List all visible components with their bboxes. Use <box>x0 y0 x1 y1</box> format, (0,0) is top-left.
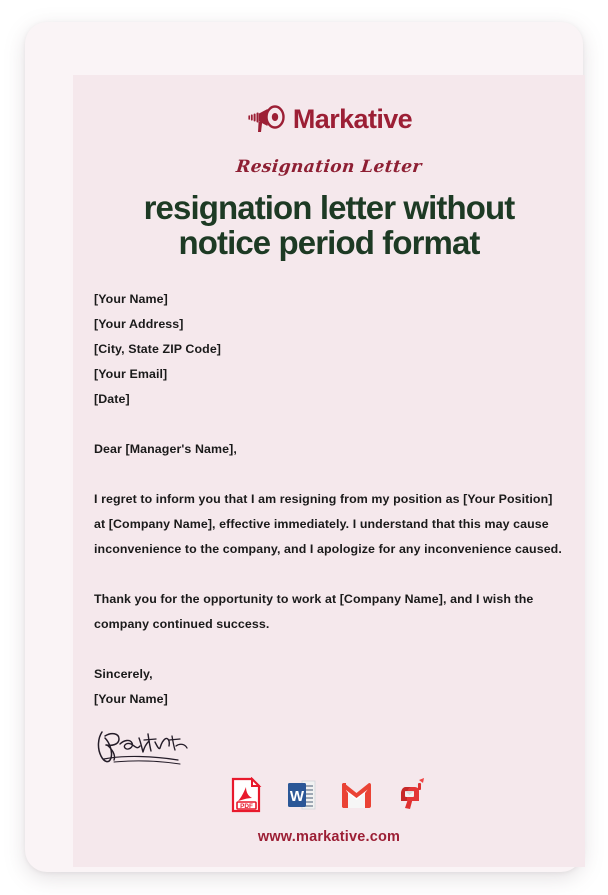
page-title: resignation letter without notice period format <box>143 189 515 261</box>
megaphone-icon <box>246 102 286 136</box>
pdf-icon[interactable] <box>230 777 263 813</box>
address-line: [Your Email] <box>94 366 168 381</box>
spacer <box>94 412 564 437</box>
body-paragraph-1: I regret to inform you that I am resigning from my position as [Your Position] at [Company Name], effective immediately. I understand that this may cause inconvenience to the company, and I apologize for any inconvenience caused. <box>94 491 562 556</box>
address-line: [Your Name] <box>94 291 168 306</box>
salutation: Dear [Manager's Name], <box>94 441 237 456</box>
gmail-icon[interactable] <box>340 777 373 813</box>
brand-name: Markative <box>292 103 413 134</box>
app-icon-row <box>73 773 585 813</box>
website-url[interactable]: www.markative.com <box>257 829 401 845</box>
mailbox-icon[interactable] <box>395 777 428 813</box>
spacer <box>94 462 564 487</box>
body-paragraph-2: Thank you for the opportunity to work at [Company Name], and I wish the company continued success. <box>94 591 534 631</box>
signer-name: [Your Name] <box>94 691 168 706</box>
document-card <box>25 22 583 872</box>
script-subtitle: Resignation Letter <box>235 157 423 177</box>
letter-panel <box>73 75 585 867</box>
brand-header <box>73 93 585 145</box>
spacer <box>94 562 564 587</box>
address-line: [City, State ZIP Code] <box>94 341 222 356</box>
svg-text:W: W <box>289 788 305 805</box>
signature <box>92 724 202 770</box>
address-line: [Date] <box>94 391 130 406</box>
svg-text:PDF: PDF <box>240 803 253 810</box>
letter-body <box>94 287 564 712</box>
address-line: [Your Address] <box>94 316 184 331</box>
spacer <box>94 637 564 662</box>
footer <box>73 773 585 845</box>
closing-line: Sincerely, <box>94 666 153 681</box>
word-icon[interactable] <box>285 777 318 813</box>
